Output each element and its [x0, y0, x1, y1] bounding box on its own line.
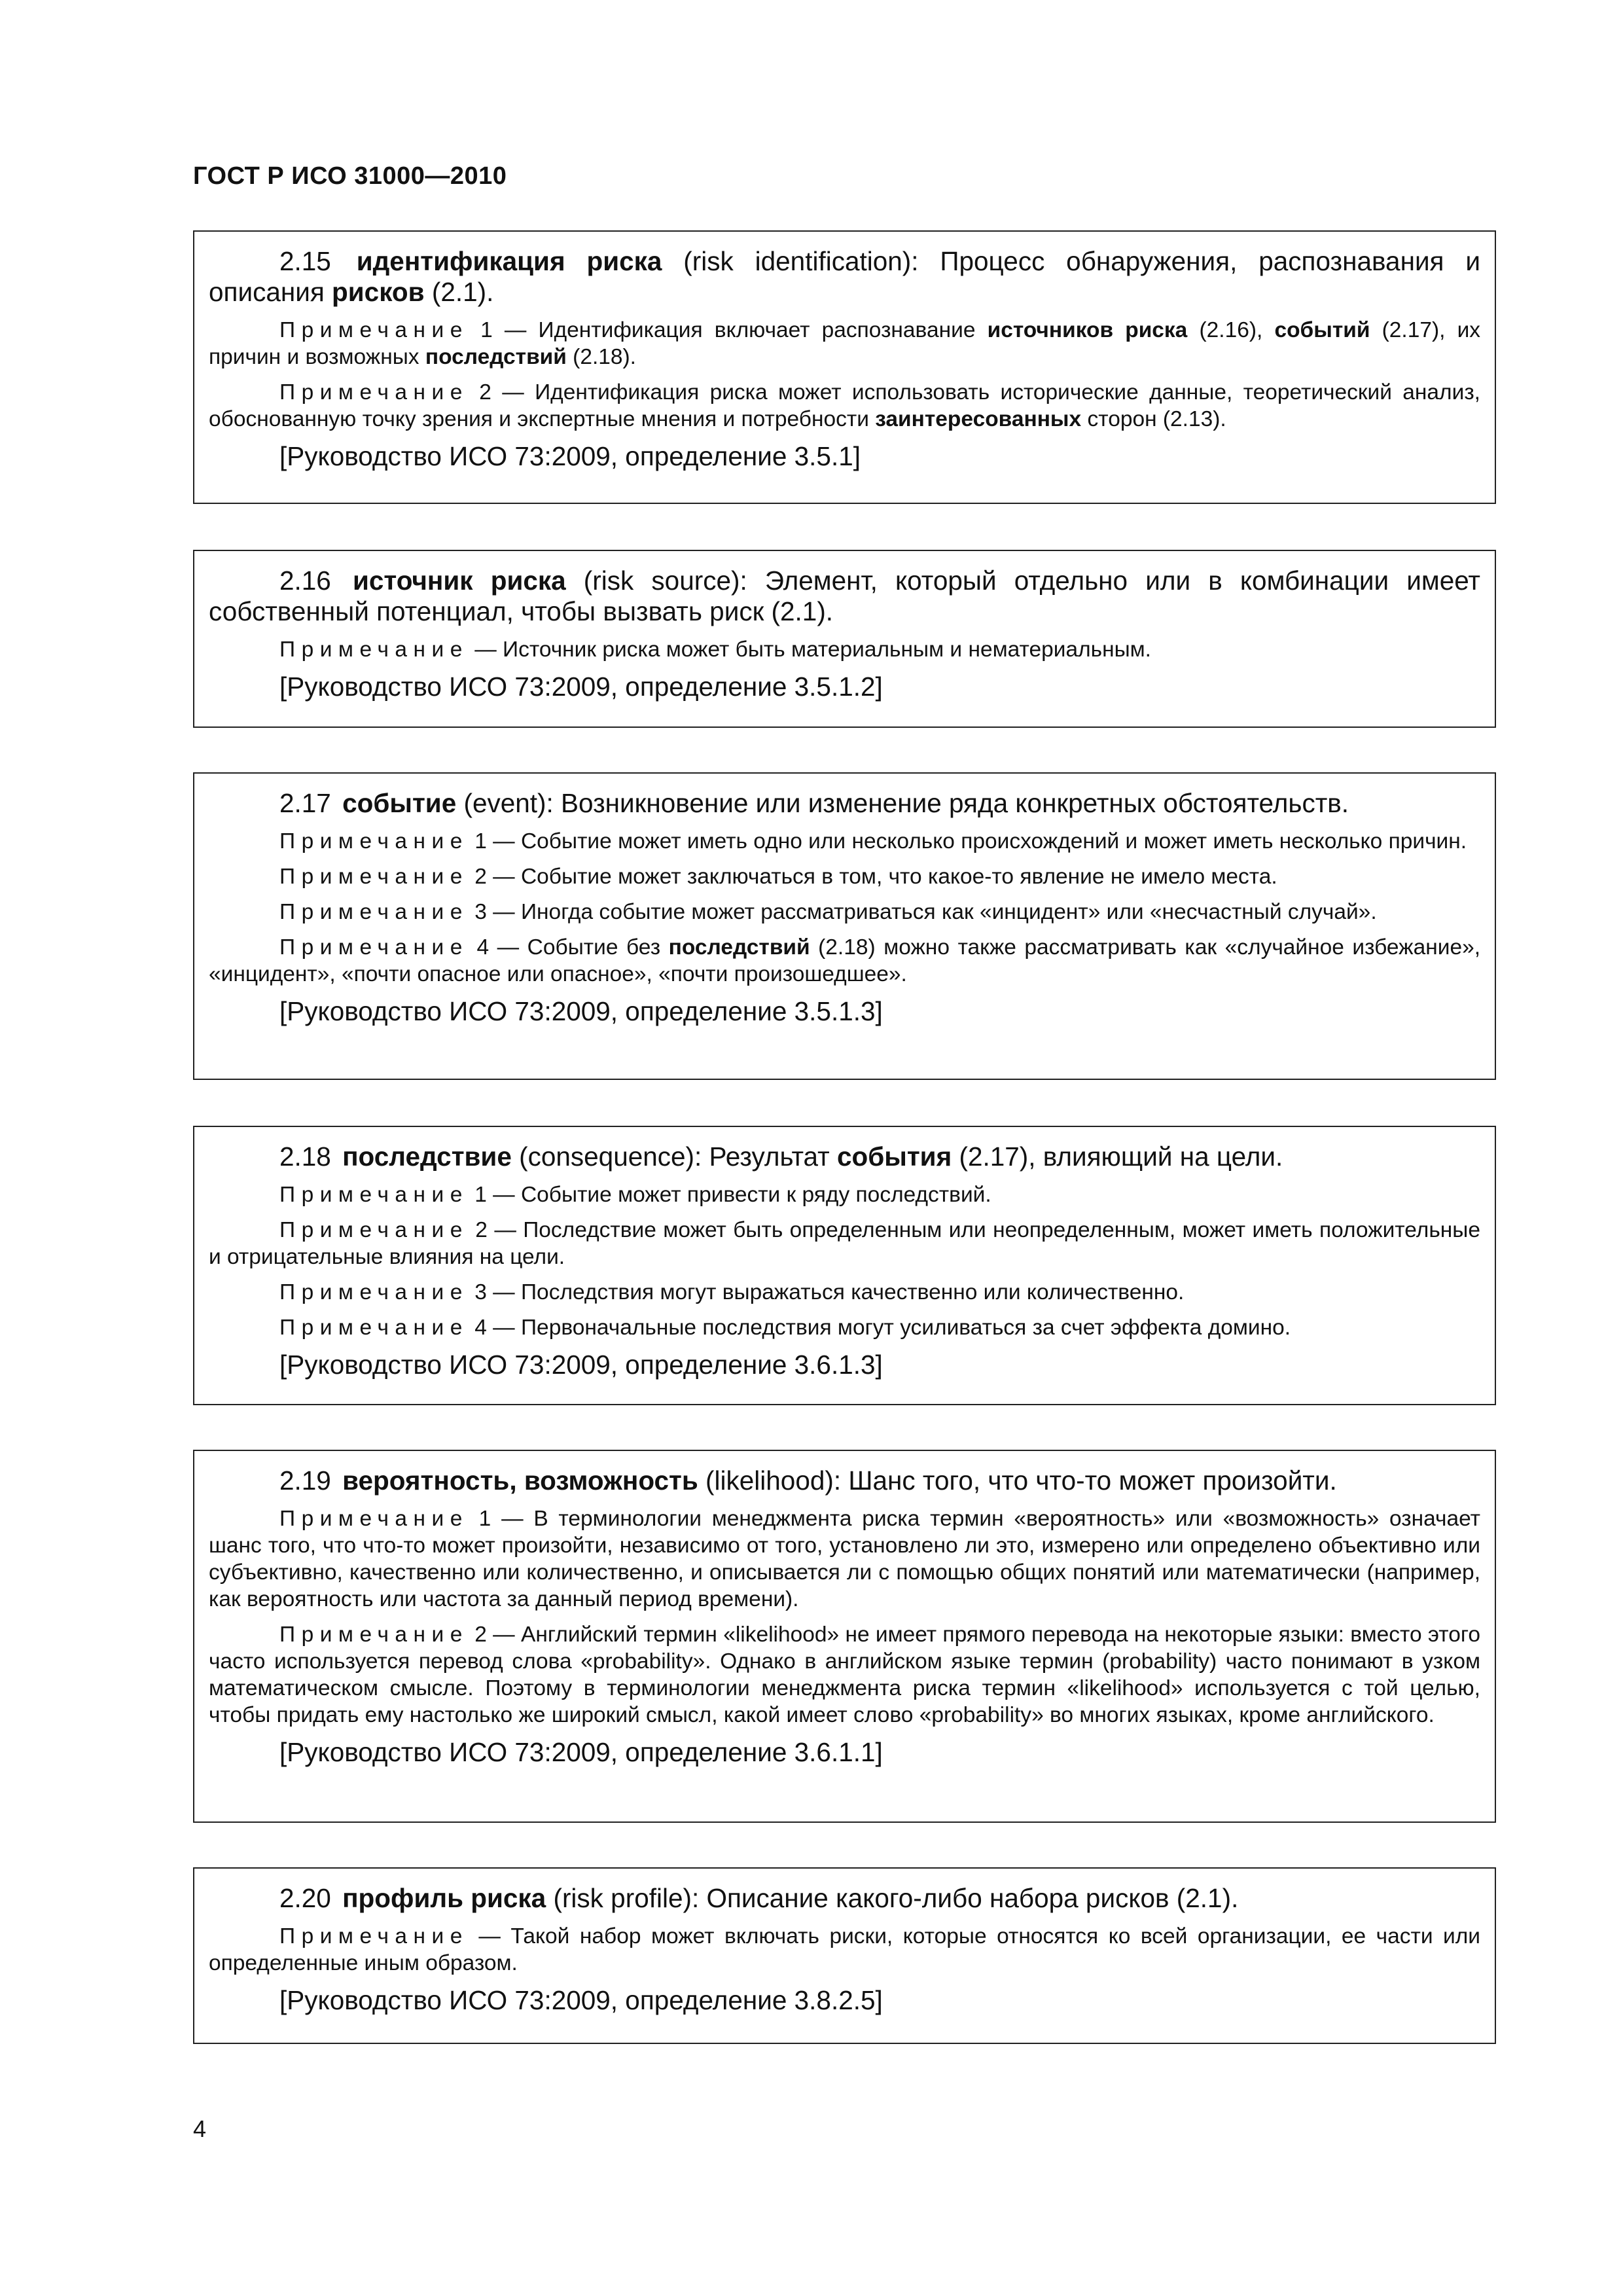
note-number: 4 [474, 1316, 487, 1340]
term-entry-2-20 [193, 1867, 1496, 2044]
note-label: Примечание [279, 1218, 469, 1242]
note-label: Примечание [279, 1507, 469, 1531]
text-run: — Такой набор может включать риски, которые относятся ко всей организации, ее части или определенные иным образом. [209, 1924, 1481, 1975]
term-note [209, 1181, 1480, 1208]
note-label: Примечание [279, 637, 469, 662]
text-run: (event): Возникновение или изменение ряда конкретных обстоятельств. [456, 788, 1349, 818]
bold-term-reference: последствие [342, 1141, 512, 1172]
note-number: 3 [474, 1280, 487, 1304]
text-run: — Событие может привести к ряду последствий. [493, 1183, 991, 1207]
term-definition [209, 1141, 1480, 1172]
term-definition [209, 788, 1480, 819]
bold-term-reference: рисков [332, 277, 425, 307]
note-label: Примечание [279, 900, 469, 924]
term-source-reference: [Руководство ИСО 73:2009, определение 3.6.1.1] [279, 1737, 883, 1767]
term-source-reference: [Руководство ИСО 73:2009, определение 3.6.1.3] [279, 1350, 883, 1380]
text-run: (2.17), влияющий на цели. [952, 1141, 1283, 1172]
term-note [209, 934, 1480, 988]
term-note [209, 1314, 1480, 1341]
term-note [209, 1279, 1480, 1306]
term-definition [209, 1465, 1480, 1496]
term-entry-2-16 [193, 550, 1496, 728]
text-run: — Идентификация риска может использовать исторические данные, теоретический анализ, обоснованную точку зрения и экспертные мнения и потребности [209, 380, 1480, 431]
bold-term-reference: вероятность, возможность [342, 1465, 698, 1496]
term-source-reference: [Руководство ИСО 73:2009, определение 3.5.1.3] [279, 996, 883, 1026]
note-label: Примечание [279, 829, 469, 853]
term-definition [209, 565, 1480, 627]
bold-term-reference: идентификация риска [356, 246, 662, 276]
note-number: 4 [476, 935, 490, 960]
note-number: 2 [474, 865, 487, 889]
bold-term-reference: последствий [425, 345, 567, 369]
note-label: Примечание [279, 1623, 469, 1647]
text-run: — Событие может заключаться в том, что какое-то явление не имело места. [493, 865, 1277, 889]
text-run: — В терминологии менеджмента риска термин «вероятность» или «возможность» означает шанс того, что что-то может произойти, независимо от того, установлено ли это, измерено или определено объективно или субъективно, качественно или количественно, и описывается ли с помощью общих понятий или математически (например, как вероятность или частота за данный период времени). [209, 1507, 1481, 1611]
note-number: 2 [479, 380, 491, 404]
term-definition [209, 1883, 1480, 1914]
note-number: 1 [474, 1183, 487, 1207]
text-run: — Иногда событие может рассматриваться как «инцидент» или «несчастный случай». [493, 900, 1377, 924]
bold-term-reference: профиль риска [342, 1883, 546, 1913]
text-run: — Последствие может быть определенным или неопределенным, может иметь положительные и отрицательные влияния на цели. [209, 1218, 1480, 1269]
term-entry-2-15 [193, 230, 1496, 504]
text-run: — Английский термин «likelihood» не имеет прямого перевода на некоторые языки: вместо этого часто используется перевод слова «probability». Однако в английском языке термин (probability) часто понимают в узком математическом смысле. Поэтому в терминологии менеджмента риска термин «likelihood» используется с той целью, чтобы придать ему настолько же широкий смысл, какой имеет слово «probability» во многих языках, кроме английского. [209, 1623, 1480, 1727]
note-label: Примечание [279, 935, 469, 960]
term-note [209, 317, 1480, 370]
text-run: — Событие без [497, 935, 669, 960]
term-note [209, 1217, 1480, 1270]
note-label: Примечание [279, 1183, 469, 1207]
term-note [209, 379, 1480, 433]
term-number: 2.15 [279, 246, 331, 276]
term-source-reference: [Руководство ИСО 73:2009, определение 3.5.1.2] [279, 672, 883, 702]
bold-term-reference: событие [342, 788, 457, 818]
term-note [209, 1621, 1480, 1729]
term-note [209, 1505, 1480, 1613]
text-run: — Последствия могут выражаться качественно или количественно. [493, 1280, 1185, 1304]
text-run: (risk source): Элемент, который отдельно или в комбинации имеет собственный потенциал, чтобы вызвать риск (2.1). [209, 565, 1480, 626]
note-label: Примечание [279, 318, 469, 342]
note-number: 1 [474, 829, 487, 853]
term-entry-2-19 [193, 1450, 1496, 1823]
bold-term-reference: события [836, 1141, 952, 1172]
term-number: 2.18 [279, 1141, 331, 1172]
term-entry-2-18 [193, 1126, 1496, 1405]
term-definition [209, 246, 1480, 308]
text-run: (consequence): Результат [511, 1141, 837, 1172]
text-run: — Идентификация включает распознавание [504, 318, 988, 342]
text-run: (likelihood): Шанс того, что что-то может произойти. [698, 1465, 1337, 1496]
note-number: 1 [480, 318, 493, 342]
note-number: 2 [475, 1218, 488, 1242]
text-run: (risk identification): Процесс обнаружения, распознавания и описания [209, 246, 1480, 307]
text-run: (2.1). [424, 277, 494, 307]
bold-term-reference: источник риска [352, 565, 566, 596]
text-run: (risk profile): Описание какого-либо набора рисков (2.1). [546, 1883, 1239, 1913]
text-run: — Событие может иметь одно или несколько происхождений и может иметь несколько причин. [493, 829, 1467, 853]
term-number: 2.17 [279, 788, 331, 818]
bold-term-reference: заинтересованных [875, 407, 1082, 431]
note-number: 1 [478, 1507, 491, 1531]
text-run: (2.18). [566, 345, 636, 369]
term-note [209, 828, 1480, 855]
note-label: Примечание [279, 1280, 469, 1304]
bold-term-reference: последствий [668, 935, 810, 960]
page-header-standard-title: ГОСТ Р ИСО 31000—2010 [193, 162, 507, 190]
term-number: 2.20 [279, 1883, 331, 1913]
page-number: 4 [193, 2115, 207, 2142]
note-number: 3 [474, 900, 487, 924]
term-number: 2.16 [279, 565, 331, 596]
note-label: Примечание [279, 1924, 469, 1948]
note-label: Примечание [279, 1316, 469, 1340]
term-source-reference: [Руководство ИСО 73:2009, определение 3.8.2.5] [279, 1985, 883, 2015]
note-label: Примечание [279, 380, 469, 404]
bold-term-reference: событий [1274, 318, 1370, 342]
term-entry-2-17 [193, 772, 1496, 1080]
note-label: Примечание [279, 865, 469, 889]
term-note [209, 1923, 1480, 1977]
term-note [209, 863, 1480, 890]
note-number: 2 [474, 1623, 487, 1647]
term-note [209, 636, 1480, 663]
term-number: 2.19 [279, 1465, 331, 1496]
text-run: (2.16), [1187, 318, 1275, 342]
text-run: — Первоначальные последствия могут усиливаться за счет эффекта домино. [493, 1316, 1291, 1340]
bold-term-reference: источников риска [987, 318, 1188, 342]
text-run: сторон (2.13). [1081, 407, 1226, 431]
term-note [209, 899, 1480, 925]
text-run: (2.17), их причин и возможных [209, 318, 1481, 369]
text-run: (2.18) можно также рассматривать как «случайное избежание», «инцидент», «почти опасное или опасное», «почти произошедшее». [209, 935, 1481, 986]
text-run: — Источник риска может быть материальным и нематериальным. [474, 637, 1151, 662]
term-source-reference: [Руководство ИСО 73:2009, определение 3.5.1] [279, 441, 861, 471]
